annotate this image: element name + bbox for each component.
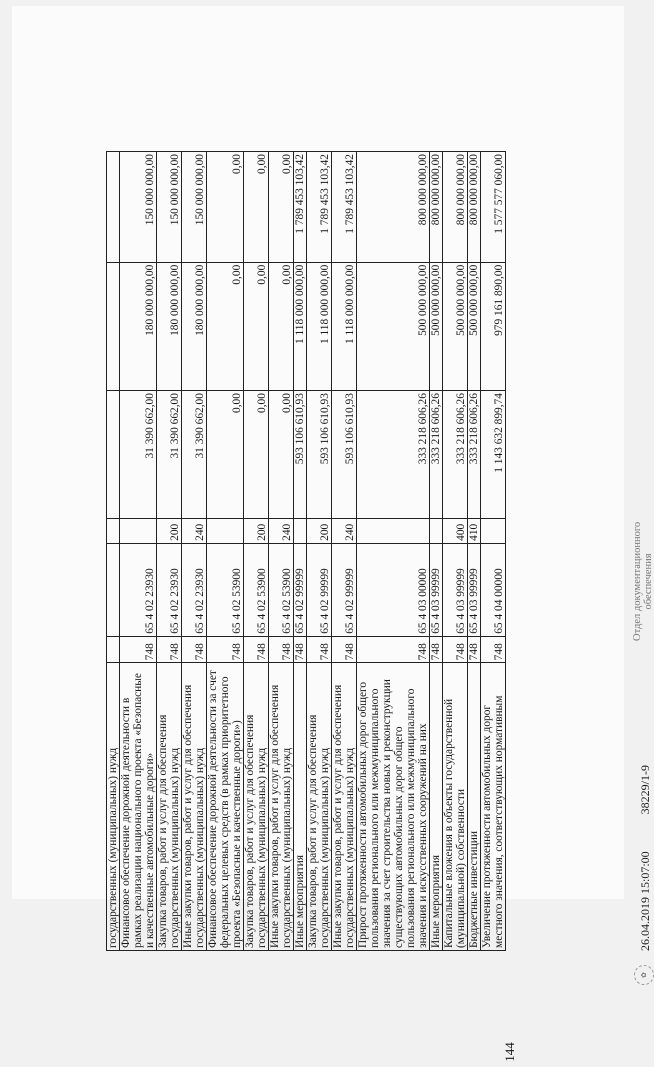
- row-expense-type: 410: [468, 519, 481, 543]
- row-amount-3: 1 789 453 103,42: [332, 152, 357, 263]
- row-name: Иные мероприятия: [294, 663, 307, 951]
- row-name: Закупка товаров, работ и услуг для обеспечения государственных (муниципальных) нужд: [244, 663, 269, 951]
- row-target-article: 65 4 02 99999: [307, 543, 332, 636]
- row-target-article: 65 4 02 53900: [244, 543, 269, 636]
- row-amount-3: 800 000 000,00: [430, 152, 443, 263]
- row-amount-1: 333 218 606,26: [357, 391, 430, 519]
- row-amount-2: 180 000 000,00: [120, 262, 157, 390]
- table-row: [307, 152, 332, 951]
- footer-doc-id: 38229/1-9: [638, 764, 652, 815]
- row-amount-2: 0,00: [207, 262, 244, 390]
- row-ministry-code: 748: [207, 636, 244, 663]
- row-amount-2: 500 000 000,00: [468, 262, 481, 390]
- row-expense-type: [120, 519, 157, 543]
- row-ministry-code: 748: [468, 636, 481, 663]
- footer-datetime: 26.04.2019 15:07:00: [638, 851, 652, 951]
- row-name: Закупка товаров, работ и услуг для обеспечения государственных (муниципальных) нужд: [307, 663, 332, 951]
- row-expense-type: [107, 519, 120, 543]
- row-target-article: 65 4 04 00000: [481, 543, 506, 636]
- office-stamp: [632, 522, 654, 641]
- row-ministry-code: 748: [443, 636, 468, 663]
- row-amount-1: 333 218 606,26: [443, 391, 468, 519]
- row-ministry-code: 748: [244, 636, 269, 663]
- row-ministry-code: 748: [430, 636, 443, 663]
- row-amount-2: 500 000 000,00: [357, 262, 430, 390]
- row-amount-2: 1 118 000 000,00: [332, 262, 357, 390]
- row-name: Капитальные вложения в объекты государственной (муниципальной) собственности: [443, 663, 468, 951]
- row-amount-3: 1 577 577 060,00: [481, 152, 506, 263]
- table-row: [332, 152, 357, 951]
- row-name: Бюджетные инвестиции: [468, 663, 481, 951]
- stamp-line-2: обеспечения: [643, 553, 654, 610]
- row-expense-type: [294, 519, 307, 543]
- table-row: [207, 152, 244, 951]
- row-expense-type: 240: [269, 519, 294, 543]
- row-target-article: [107, 543, 120, 636]
- page-number: 144: [502, 1042, 517, 1062]
- row-expense-type: 200: [307, 519, 332, 543]
- budget-table-body: [107, 152, 506, 951]
- row-amount-1: 0,00: [244, 391, 269, 519]
- row-name: Иные закупки товаров, работ и услуг для обеспечения государственных (муниципальных) нужд: [182, 663, 207, 951]
- row-target-article: 65 4 02 23930: [182, 543, 207, 636]
- row-ministry-code: [107, 636, 120, 663]
- row-amount-1: 0,00: [207, 391, 244, 519]
- row-amount-3: [107, 152, 120, 263]
- row-amount-2: 180 000 000,00: [157, 262, 182, 390]
- row-amount-2: 500 000 000,00: [443, 262, 468, 390]
- table-row: [120, 152, 157, 951]
- row-amount-3: 150 000 000,00: [157, 152, 182, 263]
- row-target-article: 65 4 02 99999: [332, 543, 357, 636]
- row-ministry-code: 748: [157, 636, 182, 663]
- footer: [638, 731, 653, 951]
- row-amount-2: [107, 262, 120, 390]
- row-amount-3: 800 000 000,00: [443, 152, 468, 263]
- row-amount-3: 0,00: [244, 152, 269, 263]
- row-name: Иные мероприятия: [430, 663, 443, 951]
- table-row: [430, 152, 443, 951]
- row-amount-3: 800 000 000,00: [468, 152, 481, 263]
- row-amount-3: 150 000 000,00: [182, 152, 207, 263]
- row-amount-1: 333 218 606,26: [430, 391, 443, 519]
- row-amount-1: 593 106 610,93: [294, 391, 307, 519]
- table-row: [294, 152, 307, 951]
- rotated-content: [72, 121, 654, 1062]
- row-target-article: 65 4 02 99999: [294, 543, 307, 636]
- table-row: [269, 152, 294, 951]
- row-amount-1: [107, 391, 120, 519]
- row-amount-2: 1 118 000 000,00: [307, 262, 332, 390]
- stamp-line-1: Отдел документационного: [632, 521, 643, 641]
- row-name: Иные закупки товаров, работ и услуг для обеспечения государственных (муниципальных) нужд: [332, 663, 357, 951]
- row-amount-3: 0,00: [269, 152, 294, 263]
- row-name: Финансовое обеспечение дорожной деятельности за счет федеральных целевых средств (в рамках приоритетного проекта «Безопасные и качественные дороги»): [207, 663, 244, 951]
- row-expense-type: 240: [332, 519, 357, 543]
- row-expense-type: [207, 519, 244, 543]
- row-ministry-code: 748: [332, 636, 357, 663]
- row-ministry-code: 748: [182, 636, 207, 663]
- row-name: Иные закупки товаров, работ и услуг для обеспечения государственных (муниципальных) нужд: [269, 663, 294, 951]
- row-amount-2: 500 000 000,00: [430, 262, 443, 390]
- row-ministry-code: 748: [120, 636, 157, 663]
- row-amount-2: 0,00: [244, 262, 269, 390]
- row-amount-1: 31 390 662,00: [120, 391, 157, 519]
- row-expense-type: 200: [244, 519, 269, 543]
- row-amount-1: 31 390 662,00: [157, 391, 182, 519]
- table-row: [443, 152, 468, 951]
- row-expense-type: 240: [182, 519, 207, 543]
- row-target-article: 65 4 02 23930: [120, 543, 157, 636]
- row-amount-1: 333 218 606,26: [468, 391, 481, 519]
- row-target-article: 65 4 02 53900: [269, 543, 294, 636]
- row-amount-3: 1 789 453 103,42: [307, 152, 332, 263]
- seal-icon: ✿: [634, 965, 654, 985]
- row-target-article: 65 4 03 99999: [443, 543, 468, 636]
- document-page: [12, 6, 654, 1062]
- row-target-article: 65 4 02 23930: [157, 543, 182, 636]
- row-expense-type: [430, 519, 443, 543]
- row-name: государственных (муниципальных) нужд: [107, 663, 120, 951]
- row-amount-2: 1 118 000 000,00: [294, 262, 307, 390]
- table-row: [468, 152, 481, 951]
- table-row: [107, 152, 120, 951]
- row-ministry-code: 748: [294, 636, 307, 663]
- row-amount-3: 150 000 000,00: [120, 152, 157, 263]
- row-target-article: 65 4 03 99999: [468, 543, 481, 636]
- table-row: [244, 152, 269, 951]
- row-amount-2: 180 000 000,00: [182, 262, 207, 390]
- row-target-article: 65 4 03 99999: [430, 543, 443, 636]
- row-amount-1: 31 390 662,00: [182, 391, 207, 519]
- row-ministry-code: 748: [481, 636, 506, 663]
- row-amount-1: 0,00: [269, 391, 294, 519]
- budget-table: [106, 151, 506, 951]
- row-amount-3: 0,00: [207, 152, 244, 263]
- row-name: Прирост протяженности автомобильных дорог общего пользования регионального или межмуниципального значения за счет строительства новых и реконструкции существующих автомобильных дорог общего пользования регионального или межмуниципального значения и искусственных сооружений на них: [357, 663, 430, 951]
- row-ministry-code: 748: [269, 636, 294, 663]
- row-name: Финансовое обеспечение дорожной деятельности в рамках реализации национального проекта «Безопасные и качественные автомобильные дороги»: [120, 663, 157, 951]
- row-ministry-code: 748: [357, 636, 430, 663]
- row-amount-2: 0,00: [269, 262, 294, 390]
- row-expense-type: [357, 519, 430, 543]
- row-name: Увеличение протяженности автомобильных дорог местного значения, соответствующих нормативным: [481, 663, 506, 951]
- row-name: Закупка товаров, работ и услуг для обеспечения государственных (муниципальных) нужд: [157, 663, 182, 951]
- row-expense-type: 400: [443, 519, 468, 543]
- table-row: [157, 152, 182, 951]
- row-amount-3: 1 789 453 103,42: [294, 152, 307, 263]
- row-amount-1: 1 143 632 899,74: [481, 391, 506, 519]
- table-row: [357, 152, 430, 951]
- row-amount-2: 979 161 890,00: [481, 262, 506, 390]
- row-ministry-code: 748: [307, 636, 332, 663]
- row-target-article: 65 4 03 00000: [357, 543, 430, 636]
- row-amount-3: 800 000 000,00: [357, 152, 430, 263]
- table-row: [182, 152, 207, 951]
- table-row: [481, 152, 506, 951]
- row-amount-1: 593 106 610,93: [332, 391, 357, 519]
- row-expense-type: [481, 519, 506, 543]
- row-expense-type: 200: [157, 519, 182, 543]
- row-target-article: 65 4 02 53900: [207, 543, 244, 636]
- row-amount-1: 593 106 610,93: [307, 391, 332, 519]
